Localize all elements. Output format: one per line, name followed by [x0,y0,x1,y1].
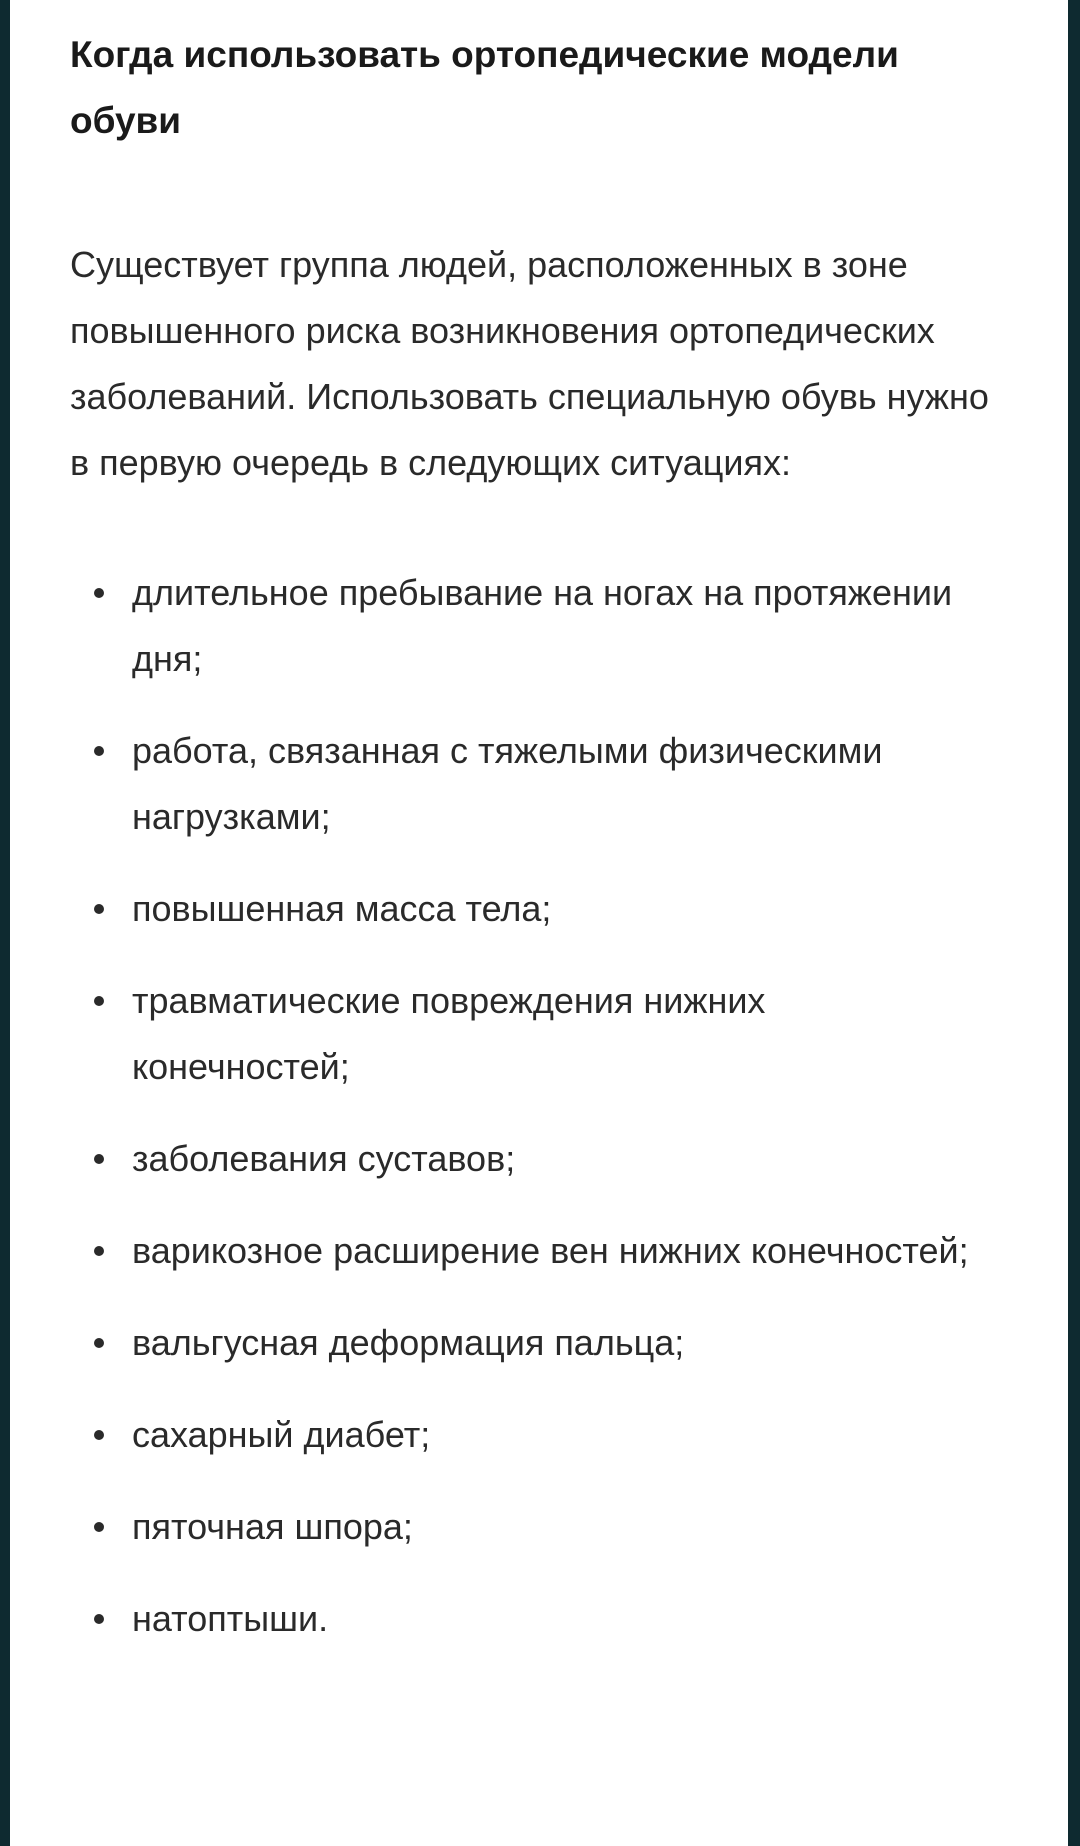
bullet-icon [94,904,104,914]
bullet-icon [94,1614,104,1624]
list-item [70,1586,1008,1652]
list-item-text: длительное пребывание на ногах на протяжении дня; [132,572,953,679]
list-item [70,718,1008,850]
list-item [70,968,1008,1100]
list-item-text: натоптыши. [132,1598,329,1639]
list-item-text: сахарный диабет; [132,1414,431,1455]
list-item-text: вальгусная деформация пальца; [132,1322,685,1363]
list-item-text: заболевания суставов; [132,1138,516,1179]
bullet-icon [94,588,104,598]
list-item-text: повышенная масса тела; [132,888,552,929]
list-item-text: травматические повреждения нижних конечностей; [132,980,766,1087]
list-item-text: варикозное расширение вен нижних конечностей; [132,1230,969,1271]
bullet-icon [94,1522,104,1532]
bullet-icon [94,1430,104,1440]
list-item [70,560,1008,692]
bullet-icon [94,1154,104,1164]
list-item [70,1126,1008,1192]
bullet-icon [94,1338,104,1348]
list-item-text: пяточная шпора; [132,1506,413,1547]
list-item [70,1310,1008,1376]
bullet-icon [94,1246,104,1256]
list-item [70,1402,1008,1468]
article-title: Когда использовать ортопедические модели обуви [70,34,899,141]
conditions-list [70,560,1008,1652]
list-item [70,1494,1008,1560]
list-item-text: работа, связанная с тяжелыми физическими нагрузками; [132,730,883,837]
article-intro: Существует группа людей, расположенных в зоне повышенного риска возникновения ортопедических заболеваний. Использовать специальную обувь нужно в первую очередь в следующих ситуациях: [70,244,989,483]
bullet-icon [94,746,104,756]
list-item [70,1218,1008,1284]
list-item [70,876,1008,942]
article-page [10,0,1068,1846]
bullet-icon [94,996,104,1006]
